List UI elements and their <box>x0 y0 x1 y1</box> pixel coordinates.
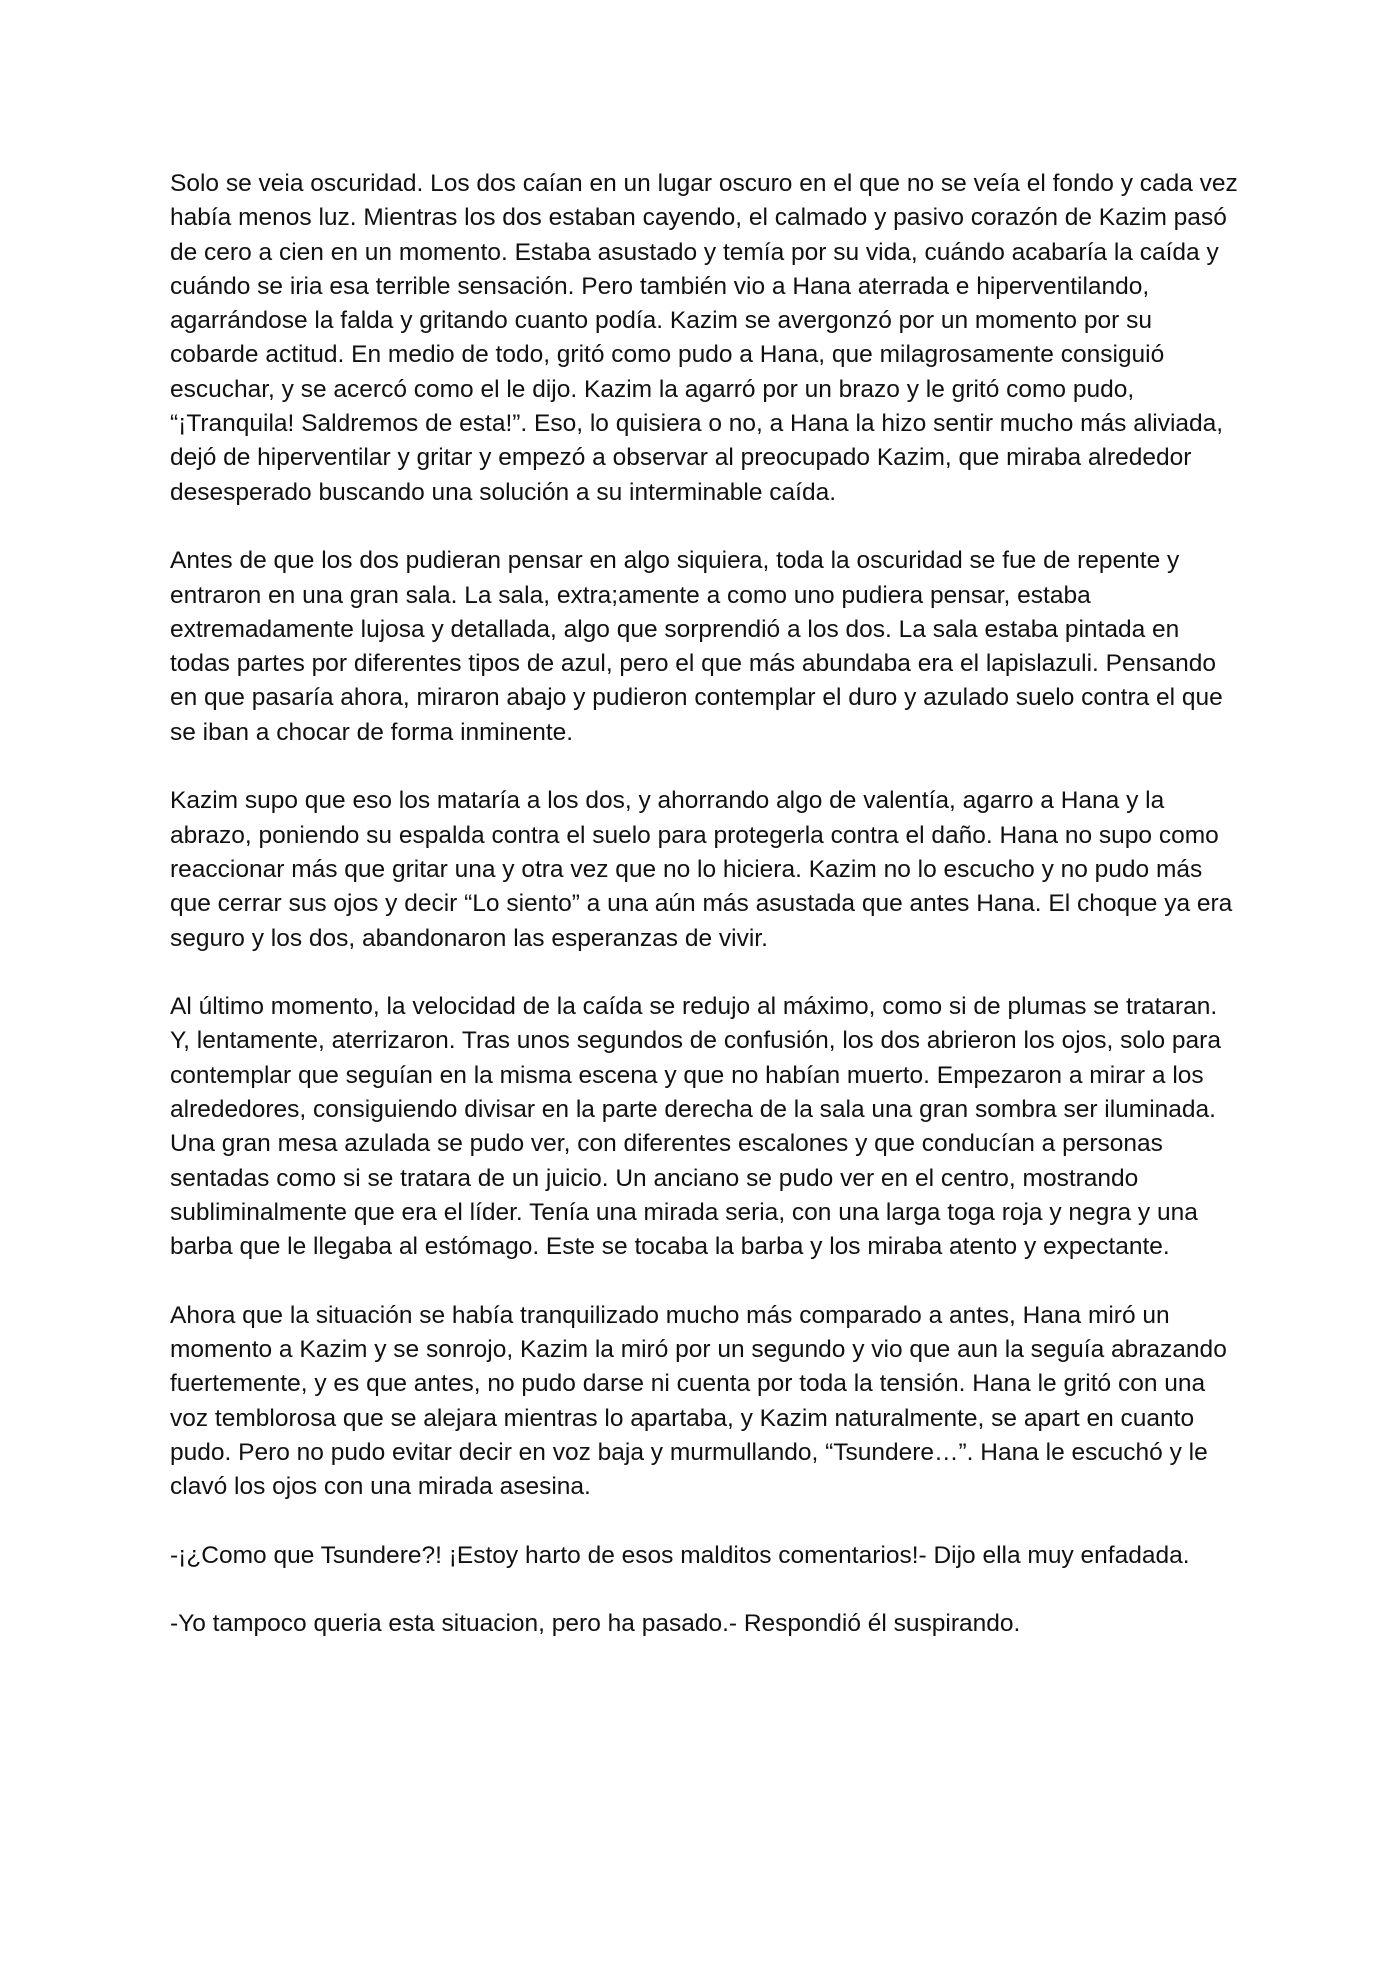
dialogue-hana: -¡¿Como que Tsundere?! ¡Estoy harto de esos malditos comentarios!- Dijo ella muy enfadada. <box>170 1541 1190 1569</box>
paragraph-2: Antes de que los dos pudieran pensar en algo siquiera, toda la oscuridad se fue de repente y entraron en una gran sala. La sala, extra;amente a como uno pudiera pensar, estaba extremadamente lujosa y detallada, algo que sorprendió a los dos. La sala estaba pintada en todas partes por diferentes tipos de azul, pero el que más abundaba era el lapislazuli. Pensando en que pasaría ahora, miraron abajo y pudieron contemplar el duro y azulado suelo contra el que se iban a chocar de forma inminente. <box>170 547 1223 746</box>
paragraph-5: Ahora que la situación se había tranquilizado mucho más comparado a antes, Hana miró un momento a Kazim y se sonrojo, Kazim la miró por un segundo y vio que aun la seguía abrazando fuertemente, y es que antes, no pudo darse ni cuenta por toda la tensión. Hana le gritó con una voz temblorosa que se alejara mientras lo apartaba, y Kazim naturalmente, se apart en cuanto pudo. Pero no pudo evitar decir en voz baja y murmullando, “Tsundere…”. Hana le escuchó y le clavó los ojos con una mirada asesina. <box>170 1301 1227 1501</box>
paragraph-4: Al último momento, la velocidad de la caída se redujo al máximo, como si de plumas se trataran. Y, lentamente, aterrizaron. Tras unos segundos de confusión, los dos abrieron los ojos, solo para contemplar que seguían en la misma escena y que no habían muerto. Empezaron a mirar a los alrededores, consiguiendo divisar en la parte derecha de la sala una gran sombra ser iluminada. Una gran mesa azulada se pudo ver, con diferentes escalones y que conducían a personas sentadas como si se tratara de un juicio. Un anciano se pudo ver en el centro, mostrando subliminalmente que era el líder. Tenía una mirada seria, con una larga toga roja y negra y una barba que le llegaba al estómago. Este se tocaba la barba y los miraba atento y expectante. <box>170 993 1221 1261</box>
paragraph-1: Solo se veia oscuridad. Los dos caían en un lugar oscuro en el que no se veía el fondo y cada vez había menos luz. Mientras los dos estaban cayendo, el calmado y pasivo corazón de Kazim pasó de cero a cien en un momento. Estaba asustado y temía por su vida, cuándo acabaría la caída y cuándo se iria esa terrible sensación. Pero también vio a Hana aterrada e hiperventilando, agarrándose la falda y gritando cuanto podía. Kazim se avergonzó por un momento por su cobarde actitud. En medio de todo, gritó como pudo a Hana, que milagrosamente consiguió escuchar, y se acercó como el le dijo. Kazim la agarró por un brazo y le gritó como pudo, “¡Tranquila! Saldremos de esta!”. Eso, lo quisiera o no, a Hana la hizo sentir mucho más aliviada, dejó de hiperventilar y gritar y empezó a observar al preocupado Kazim, que miraba alrededor desesperado buscando una solución a su interminable caída. <box>170 170 1238 506</box>
paragraph-3: Kazim supo que eso los mataría a los dos, y ahorrando algo de valentía, agarro a Hana y la abrazo, poniendo su espalda contra el suelo para protegerla contra el daño. Hana no supo como reaccionar más que gritar una y otra vez que no lo hiciera. Kazim no lo escucho y no pudo más que cerrar sus ojos y decir “Lo siento” a una aún más asustada que antes Hana. El choque ya era seguro y los dos, abandonaron las esperanzas de vivir. <box>170 787 1233 952</box>
dialogue-kazim: -Yo tampoco queria esta situacion, pero ha pasado.- Respondió él suspirando. <box>170 1610 1021 1638</box>
document-page <box>170 167 1240 1642</box>
